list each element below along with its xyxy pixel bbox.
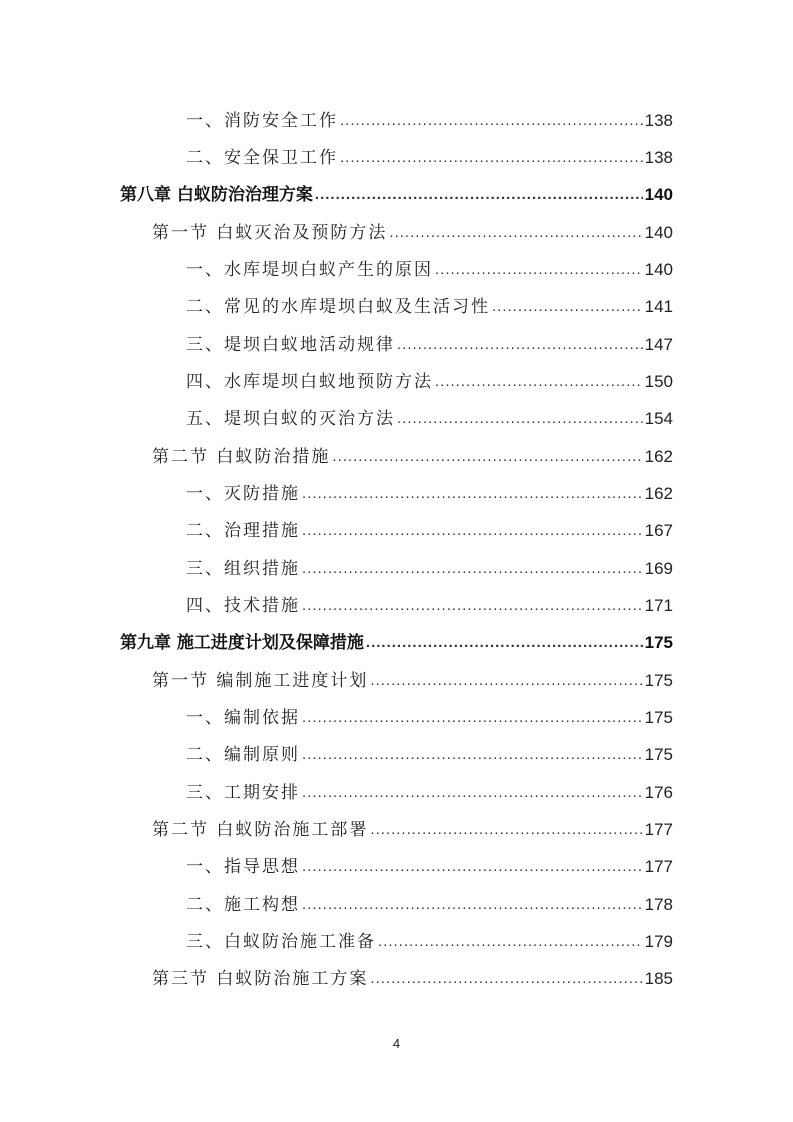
dot-leader	[370, 819, 642, 841]
toc-entry-page: 141	[644, 297, 673, 316]
toc-entry-page: 154	[644, 409, 673, 428]
toc-entry[interactable]	[0, 554, 673, 580]
dot-leader	[370, 670, 642, 692]
dot-leader	[389, 222, 642, 244]
toc-entry[interactable]	[0, 367, 673, 393]
toc-entry-title: 一、消防安全工作	[186, 111, 338, 131]
dot-leader	[340, 147, 643, 169]
toc-entry-page: 175	[644, 745, 673, 764]
toc-entry[interactable]	[0, 852, 673, 878]
toc-entry[interactable]	[0, 143, 673, 169]
toc-entry-page: 140	[644, 185, 673, 204]
dot-leader	[302, 595, 643, 617]
toc-entry-title: 一、水库堤坝白蚁产生的原因	[186, 260, 433, 280]
toc-entry-title: 第二节 白蚁防治施工部署	[152, 820, 369, 840]
toc-entry-page: 185	[644, 969, 673, 988]
toc-section[interactable]	[0, 666, 673, 692]
dot-leader	[302, 520, 643, 542]
toc-entry-page: 140	[644, 260, 673, 279]
dot-leader	[397, 334, 643, 356]
toc-entry[interactable]	[0, 778, 673, 804]
toc-entry-title: 二、常见的水库堤坝白蚁及生活习性	[186, 297, 490, 317]
toc-entry-page: 140	[644, 223, 673, 242]
toc-entry-title: 一、编制依据	[186, 708, 300, 728]
dot-leader	[302, 856, 643, 878]
dot-leader	[302, 483, 643, 505]
toc-entry-page: 175	[644, 633, 673, 652]
dot-leader	[366, 632, 643, 654]
toc-entry-title: 二、施工构想	[186, 895, 300, 915]
toc-entry[interactable]	[0, 890, 673, 916]
toc-entry-title: 第九章 施工进度计划及保障措施	[120, 633, 364, 653]
toc-entry[interactable]	[0, 255, 673, 281]
toc-entry[interactable]	[0, 740, 673, 766]
toc-entry-page: 171	[644, 596, 673, 615]
toc-entry-title: 三、组织措施	[186, 559, 300, 579]
toc-entry-title: 一、灭防措施	[186, 484, 300, 504]
toc-entry-page: 179	[644, 932, 673, 951]
page-number: 4	[392, 1036, 401, 1051]
toc-entry[interactable]	[0, 591, 673, 617]
toc-chapter[interactable]	[0, 180, 673, 206]
toc-entry[interactable]	[0, 927, 673, 953]
dot-leader	[302, 744, 643, 766]
dot-leader	[340, 110, 643, 132]
dot-leader	[302, 558, 643, 580]
toc-entry-title: 三、工期安排	[186, 783, 300, 803]
dot-leader	[370, 968, 642, 990]
toc-section[interactable]	[0, 964, 673, 990]
dot-leader	[397, 408, 643, 430]
toc-entry-title: 二、安全保卫工作	[186, 148, 338, 168]
toc-entry-title: 四、水库堤坝白蚁地预防方法	[186, 372, 433, 392]
dot-leader	[332, 446, 642, 468]
toc-entry-title: 第二节 白蚁防治措施	[152, 447, 331, 467]
toc-entry-page: 150	[644, 372, 673, 391]
toc-entry-title: 二、治理措施	[186, 521, 300, 541]
dot-leader	[315, 184, 643, 206]
toc-entry-page: 147	[644, 335, 673, 354]
dot-leader	[302, 707, 643, 729]
toc-section[interactable]	[0, 442, 673, 468]
toc-entry-title: 三、堤坝白蚁地活动规律	[186, 335, 395, 355]
toc-chapter[interactable]	[0, 628, 673, 654]
toc-entry-page: 175	[644, 671, 673, 690]
toc-entry[interactable]	[0, 106, 673, 132]
dot-leader	[435, 259, 643, 281]
toc-entry[interactable]	[0, 404, 673, 430]
toc-entry[interactable]	[0, 479, 673, 505]
toc-entry-title: 第一节 白蚁灭治及预防方法	[152, 223, 388, 243]
toc-entry-page: 176	[644, 783, 673, 802]
toc-entry-title: 第一节 编制施工进度计划	[152, 671, 369, 691]
toc-entry-page: 175	[644, 708, 673, 727]
toc-entry[interactable]	[0, 516, 673, 542]
toc-entry-page: 177	[644, 857, 673, 876]
toc-entry-page: 162	[644, 447, 673, 466]
toc-entry-page: 138	[644, 148, 673, 167]
toc-entry-title: 五、堤坝白蚁的灭治方法	[186, 409, 395, 429]
toc-entry-title: 第三节 白蚁防治施工方案	[152, 969, 369, 989]
toc-entry-page: 167	[644, 521, 673, 540]
toc-entry-title: 二、编制原则	[186, 745, 300, 765]
toc-entry[interactable]	[0, 703, 673, 729]
toc-entry-page: 169	[644, 559, 673, 578]
toc-section[interactable]	[0, 815, 673, 841]
dot-leader	[378, 931, 643, 953]
toc-entry[interactable]	[0, 292, 673, 318]
dot-leader	[302, 782, 643, 804]
toc-entry-page: 138	[644, 111, 673, 130]
toc-entry-title: 一、指导思想	[186, 857, 300, 877]
toc-entry-title: 四、技术措施	[186, 596, 300, 616]
dot-leader	[302, 894, 643, 916]
toc-entry[interactable]	[0, 330, 673, 356]
dot-leader	[435, 371, 643, 393]
toc-entry-title: 三、白蚁防治施工准备	[186, 932, 376, 952]
toc-entry-title: 第八章 白蚁防治治理方案	[120, 185, 313, 205]
toc-section[interactable]	[0, 218, 673, 244]
toc-entry-page: 178	[644, 895, 673, 914]
dot-leader	[492, 296, 643, 318]
toc-entry-page: 177	[644, 820, 673, 839]
toc-entry-page: 162	[644, 484, 673, 503]
